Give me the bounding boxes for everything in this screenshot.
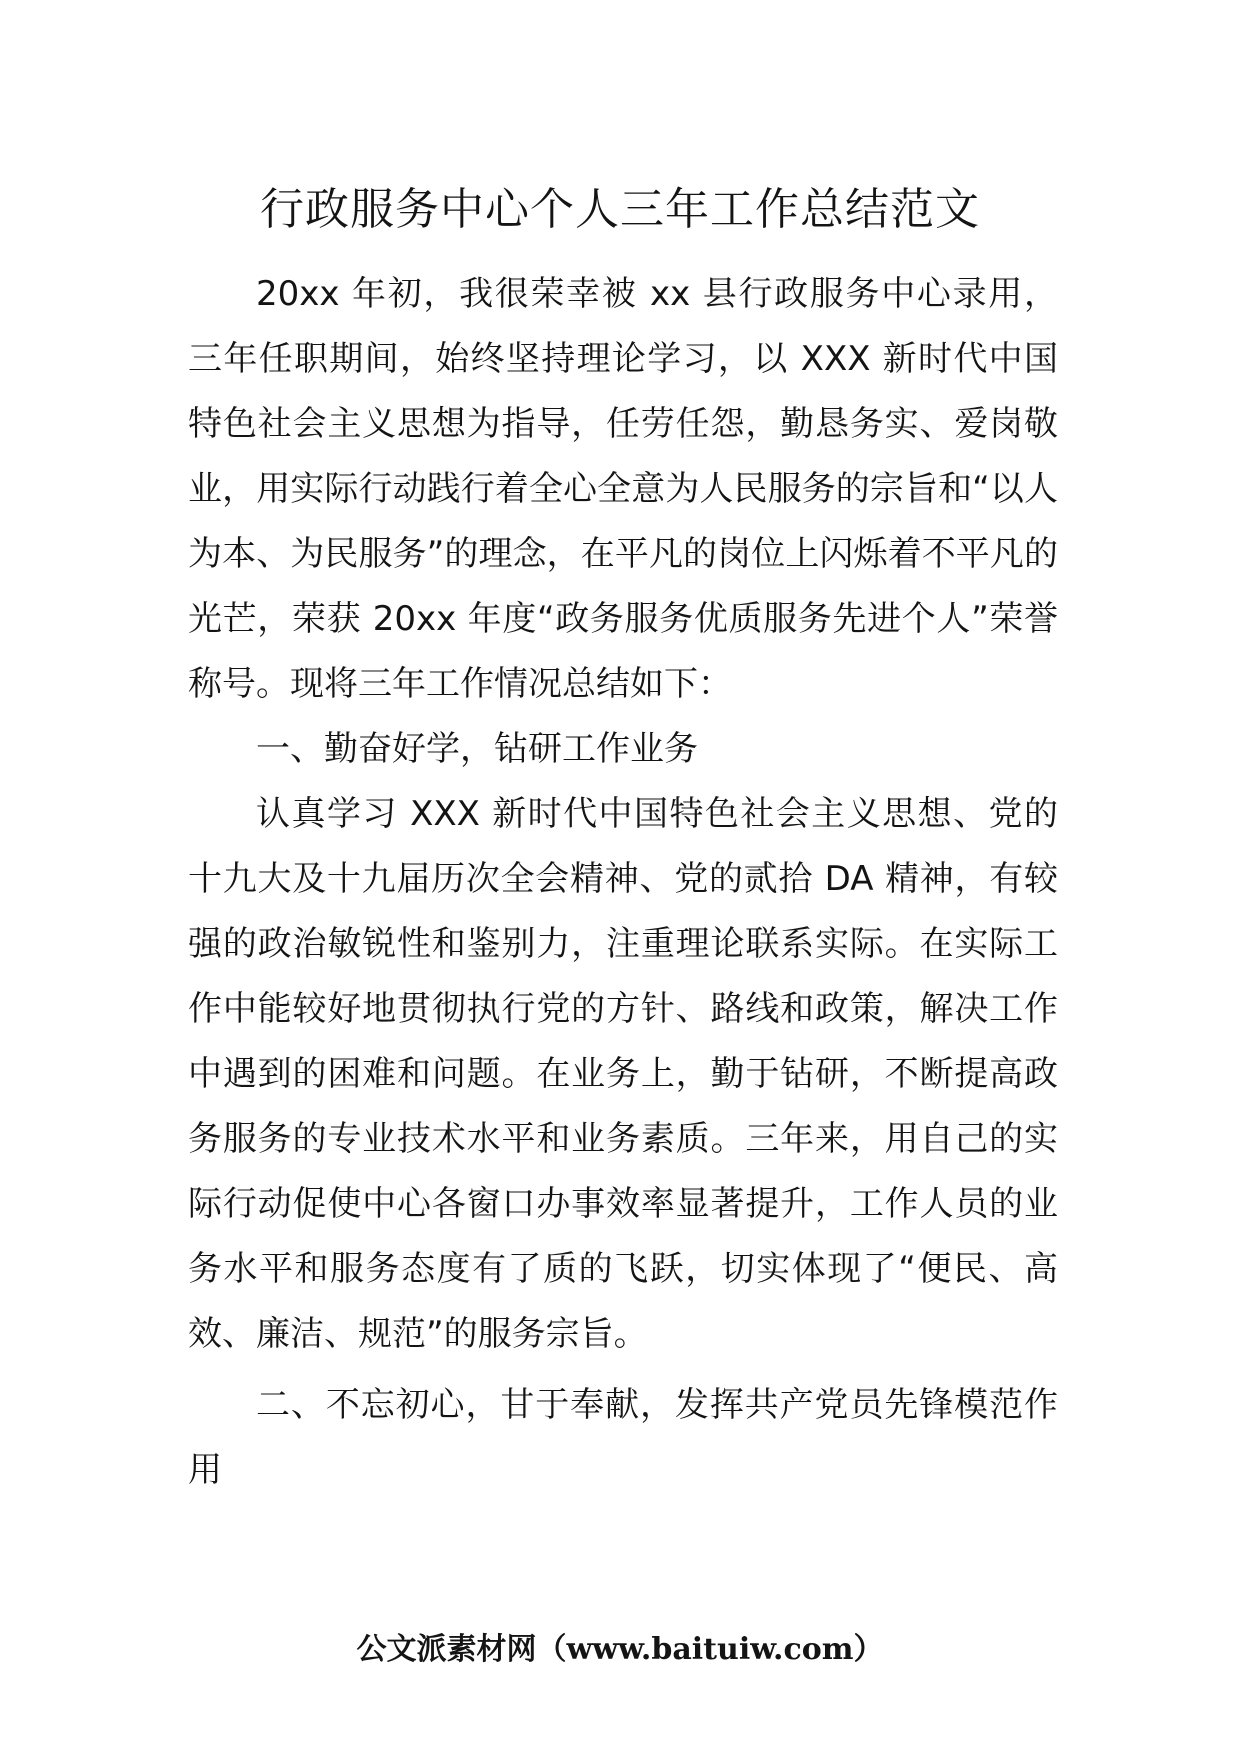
intro-paragraph: 20xx 年初，我很荣幸被 xx 县行政服务中心录用，三年任职期间，始终坚持理论学习，以 XXX 新时代中国特色社会主义思想为指导，任劳任怨，勤恳务实、爱岗敬业，用实际行动践行着全心全意为人民服务的宗旨和“以人为本、为民服务”的理念，在平凡的岗位上闪烁着不平凡的光芒，荣获 20xx 年度“政务服务优质服务先进个人”荣誉称号。现将三年工作情况总结如下： <box>188 274 1058 704</box>
section-heading-2: 二、不忘初心，甘于奉献，发挥共产党员先锋模范作用 <box>188 1385 1058 1490</box>
document-body <box>188 262 1058 1503</box>
document-title: 行政服务中心个人三年工作总结范文 <box>260 184 980 235</box>
section-1-paragraph: 认真学习 XXX 新时代中国特色社会主义思想、党的十九大及十九届历次全会精神、党的贰拾 DA 精神，有较强的政治敏锐性和鉴别力，注重理论联系实际。在实际工作中能较好地贯彻执行党的方针、路线和政策，解决工作中遇到的困难和问题。在业务上，勤于钻研，不断提高政务服务的专业技术水平和业务素质。三年来，用自己的实际行动促使中心各窗口办事效率显著提升，工作人员的业务水平和服务态度有了质的飞跃，切实体现了“便民、高效、廉洁、规范”的服务宗旨。 <box>188 794 1058 1354</box>
footer-source: 公文派素材网（www.baituiw.com） <box>356 1632 884 1667</box>
section-heading-1: 一、勤奋好学，钻研工作业务 <box>256 729 698 769</box>
